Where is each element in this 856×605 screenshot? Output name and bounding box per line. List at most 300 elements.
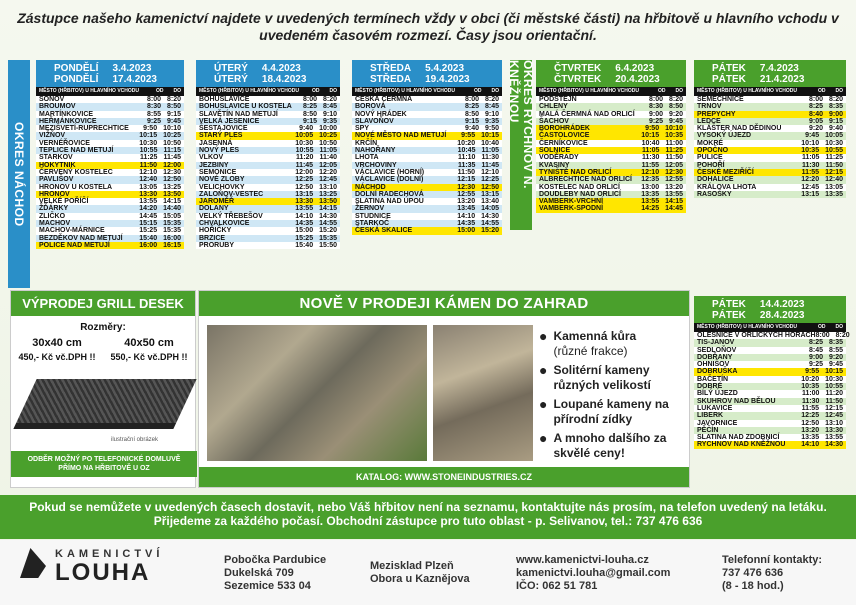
time-to: 9:45 — [668, 117, 683, 125]
time-from: 8:25 — [302, 103, 317, 111]
time-to: 11:05 — [481, 147, 499, 155]
time-from: 11:30 — [801, 397, 820, 405]
tel[interactable]: 737 476 636 — [722, 567, 784, 579]
place-name: BROUMOV — [39, 103, 76, 111]
time-from: 16:00 — [139, 241, 158, 249]
table-row — [694, 162, 846, 169]
time-from: 13:55 — [641, 198, 660, 206]
grill-size-2: 40x50 cm — [124, 337, 174, 349]
time-to: 10:10 — [665, 125, 683, 133]
place-name: STARKOČ — [355, 220, 390, 228]
time-from: 9:25 — [808, 361, 823, 369]
column-headers — [536, 87, 686, 96]
time-from: 8:00 — [808, 96, 823, 103]
time-to: 10:50 — [319, 139, 337, 147]
place-name: DOBŘANY — [697, 353, 733, 361]
place-name: ČESKÁ SKALICE — [355, 227, 413, 235]
grill-price-2: 550,- Kč vč.DPH !! — [110, 352, 188, 362]
time-from: 9:15 — [302, 117, 317, 125]
time-to: 12:10 — [481, 168, 499, 176]
place-name: HRONOV U KOSTELA — [39, 183, 113, 191]
place-name: VERNÉŘOVICE — [39, 139, 90, 147]
region-nachod-label: OKRES NÁCHOD — [8, 60, 30, 288]
place-name: VRCHOVINY — [355, 161, 397, 169]
time-to: 12:30 — [163, 168, 181, 176]
time-from: 12:15 — [457, 176, 476, 184]
time-from: 8:55 — [146, 110, 161, 118]
time-to: 9:35 — [322, 117, 337, 125]
time-from: 8:30 — [146, 103, 161, 111]
time-from: 11:55 — [801, 168, 820, 176]
time-to: 14:15 — [163, 198, 181, 206]
time-from: 13:55 — [139, 198, 158, 206]
time-from: 15:00 — [457, 227, 476, 235]
table-row — [196, 213, 340, 220]
email-link[interactable]: kamenictvi.louha@gmail.com — [516, 567, 671, 579]
time-from: 9:50 — [143, 125, 158, 133]
logo — [20, 548, 46, 578]
time-to: 9:50 — [484, 125, 499, 133]
table-row — [536, 162, 686, 169]
place-name: NOVÝ HRÁDEK — [355, 110, 407, 118]
place-name: POHOŘÍ — [697, 161, 725, 169]
time-from: 9:45 — [805, 132, 820, 140]
place-name: SKUHROV NAD BĚLOU — [697, 397, 776, 405]
place-name: MARTÍNKOVICE — [39, 110, 94, 118]
time-from: 8:25 — [808, 103, 823, 111]
time-from: 8:00 — [464, 96, 479, 103]
time-from: 8:50 — [464, 110, 479, 118]
time-from: 8:00 — [648, 96, 663, 103]
time-to: 12:50 — [163, 176, 181, 184]
time-from: 9:50 — [645, 125, 660, 133]
time-to: 11:50 — [825, 161, 843, 169]
place-name: VLKOV — [199, 154, 224, 162]
col-do: DO — [835, 88, 843, 94]
time-to: 14:30 — [825, 441, 843, 449]
place-name: LHOTA — [355, 154, 379, 162]
time-from: 8:25 — [808, 339, 823, 347]
schedule-table — [196, 60, 340, 249]
place-name: STARKOV — [39, 154, 73, 162]
time-to: 13:40 — [481, 198, 499, 206]
day-date: 14.4.2023 — [759, 299, 805, 310]
place-name: DOHALICE — [697, 176, 734, 184]
place-name: ŽERNOV — [355, 205, 385, 213]
table-row — [536, 103, 686, 110]
brand-top: KAMENICTVÍ — [55, 548, 164, 560]
place-name: SOLNICE — [539, 147, 571, 155]
time-to: 10:30 — [825, 375, 843, 383]
time-from: 12:25 — [801, 412, 820, 420]
time-from: 10:30 — [139, 139, 158, 147]
table-row — [536, 176, 686, 183]
place-name: JAROMĚŘ — [199, 198, 235, 206]
day-name: ÚTERÝ — [214, 63, 248, 74]
table-row — [36, 213, 184, 220]
day-date: 7.4.2023 — [759, 63, 799, 74]
time-from: 13:05 — [139, 183, 158, 191]
table-row — [36, 147, 184, 154]
time-to: 16:15 — [163, 241, 181, 249]
table-row — [694, 184, 846, 191]
time-to: 13:55 — [825, 434, 843, 442]
time-to: 10:35 — [665, 132, 683, 140]
place-name: OHNIŠOV — [697, 361, 730, 369]
time-from: 13:55 — [295, 205, 314, 213]
place-name: PODSTEJN — [539, 96, 577, 103]
place-name: ČESKÁ ČERMNÁ — [355, 96, 413, 103]
schedule-header — [36, 60, 184, 87]
time-to: 10:15 — [825, 368, 843, 376]
table-row — [352, 162, 502, 169]
table-row — [36, 96, 184, 103]
time-to: 10:05 — [825, 132, 843, 140]
time-from: 11:25 — [139, 154, 158, 162]
place-name: JEZBINY — [199, 161, 229, 169]
table-row — [694, 103, 846, 110]
place-name: BOHUSLAVICE U KOSTELA — [199, 103, 292, 111]
place-name: SEDLOŇOV — [697, 346, 737, 354]
stone-image-1 — [207, 325, 427, 461]
table-row — [352, 184, 502, 191]
day-name: ČTVRTEK — [554, 63, 602, 74]
time-from: 14:45 — [139, 212, 158, 220]
place-name: MEZIŠVETÍ-RUPRECHTICE — [39, 125, 129, 133]
table-row — [536, 184, 686, 191]
table-row — [352, 154, 502, 161]
place-name: OPOČNO — [697, 147, 729, 155]
place-name: LEDCE — [697, 117, 721, 125]
place-name: DOLNÍ RADECHOVÁ — [355, 190, 424, 198]
time-from: 10:10 — [801, 139, 820, 147]
place-name: TRNOV — [697, 103, 722, 111]
col-od: OD — [156, 88, 164, 94]
table-row — [694, 398, 846, 405]
branch-line-1: Pobočka Pardubice — [224, 554, 327, 566]
time-from: 12:55 — [457, 190, 476, 198]
time-to: 13:50 — [319, 198, 337, 206]
day-name: PONDĚLÍ — [54, 63, 99, 74]
column-headers — [352, 87, 502, 96]
time-from: 13:30 — [139, 190, 158, 198]
time-to: 13:25 — [163, 183, 181, 191]
place-name: VELICHOVKY — [199, 183, 245, 191]
table-row — [352, 111, 502, 118]
place-name: PAVLIŠOV — [39, 176, 74, 184]
time-to: 12:00 — [163, 161, 181, 169]
time-to: 14:55 — [319, 220, 337, 228]
place-name: KLÁŠTER NAD DĚDINOU — [697, 125, 782, 133]
place-name: MACHOV — [39, 220, 71, 228]
schedule-header — [536, 60, 686, 87]
time-from: 13:35 — [641, 190, 660, 198]
table-row — [196, 132, 340, 139]
day-date: 28.4.2023 — [759, 310, 805, 321]
time-from: 12:45 — [801, 183, 820, 191]
place-name: SLAVOŇOV — [355, 117, 394, 125]
time-from: 13:15 — [801, 190, 820, 198]
hours: (8 - 18 hod.) — [722, 580, 784, 592]
time-to: 12:15 — [825, 404, 843, 412]
time-from: 12:30 — [457, 183, 476, 191]
time-to: 13:05 — [825, 183, 843, 191]
time-from: 15:25 — [295, 234, 314, 242]
time-to: 11:05 — [319, 147, 337, 155]
time-to: 9:15 — [166, 110, 181, 118]
time-from: 9:25 — [146, 117, 161, 125]
column-headers — [36, 87, 184, 96]
place-name: ZLIČKO — [39, 212, 66, 220]
place-name: RASOŠKY — [697, 190, 732, 198]
place-name: VYSOKÝ ÚJEZD — [697, 132, 752, 140]
time-to: 9:00 — [828, 110, 843, 118]
table-row — [694, 347, 846, 354]
time-to: 15:35 — [319, 234, 337, 242]
col-do: DO — [329, 88, 337, 94]
table-row — [36, 103, 184, 110]
place-name: CHLENY — [539, 103, 568, 111]
time-from: 8:40 — [808, 110, 823, 118]
col-od: OD — [818, 324, 826, 330]
column-headers — [196, 87, 340, 96]
time-from: 11:55 — [801, 404, 820, 412]
time-from: 14:25 — [641, 205, 660, 213]
time-from: 8:25 — [464, 103, 479, 111]
time-to: 13:25 — [319, 190, 337, 198]
web-link[interactable]: www.kamenictvi-louha.cz — [516, 554, 649, 566]
time-from: 10:15 — [641, 132, 660, 140]
time-from: 12:25 — [295, 176, 314, 184]
day-name: PÁTEK — [712, 299, 746, 310]
place-name: VAMBERK-SPODNÍ — [539, 205, 604, 213]
col-place: MĚSTO (HŘBITOV) U HLAVNÍHO VCHODU — [539, 88, 640, 94]
time-from: 10:35 — [801, 383, 820, 391]
table-row — [352, 147, 502, 154]
time-to: 8:20 — [322, 96, 337, 103]
table-row — [196, 176, 340, 183]
day-date: 21.4.2023 — [759, 74, 805, 85]
col-od: OD — [474, 88, 482, 94]
table-row — [196, 162, 340, 169]
time-from: 8:45 — [808, 346, 823, 354]
schedule-table — [694, 60, 846, 198]
time-from: 12:50 — [801, 419, 820, 427]
col-place: MĚSTO (HŘBITOV) U HLAVNÍHO VCHODU — [39, 88, 140, 94]
stone-bullet: ● A mnoho dalšího za skvělé ceny! — [539, 430, 667, 460]
place-name: HOŘIČKY — [199, 227, 232, 235]
day-name: PÁTEK — [712, 310, 746, 321]
place-name: VODĚRADY — [539, 154, 579, 162]
table-row — [694, 339, 846, 346]
table-row — [352, 103, 502, 110]
table-row — [196, 140, 340, 147]
time-to: 14:45 — [665, 205, 683, 213]
stock-line-2: Obora u Kaznějova — [370, 573, 470, 585]
place-name: RYCHNOV NAD KNĚŽNOU — [697, 441, 786, 449]
tel-label: Telefonní kontakty: — [722, 554, 823, 566]
time-from: 14:35 — [457, 220, 476, 228]
time-from: 9:05 — [808, 117, 823, 125]
time-to: 13:15 — [481, 190, 499, 198]
grill-size-1: 30x40 cm — [32, 337, 82, 349]
day-date: 19.4.2023 — [425, 74, 470, 85]
place-name: NOVÝ PLES — [199, 147, 240, 155]
time-to: 8:20 — [484, 96, 499, 103]
time-from: 10:20 — [457, 139, 476, 147]
place-name: MALÁ ČERMNÁ NAD ORLICÍ — [539, 110, 635, 118]
place-name: JAVORNICE — [697, 419, 738, 427]
table-row — [36, 111, 184, 118]
region-rychnov-label: OKRES RYCHNOV N. KNĚŽNOU — [510, 60, 532, 230]
table-row — [352, 176, 502, 183]
time-to: 13:20 — [665, 183, 683, 191]
table-row — [36, 132, 184, 139]
day-date: 17.4.2023 — [112, 74, 157, 85]
stone-bullet: ● Kamenná kůra (různé frakce) — [539, 328, 637, 358]
time-to: 10:25 — [163, 132, 181, 140]
time-to: 11:25 — [665, 147, 683, 155]
day-name: PONDĚLÍ — [54, 74, 99, 85]
time-to: 13:35 — [825, 190, 843, 198]
time-from: 11:05 — [641, 147, 660, 155]
time-to: 10:55 — [825, 383, 843, 391]
time-from: 10:05 — [295, 132, 314, 140]
place-name: VÁCLAVICE (HORNÍ) — [355, 168, 425, 176]
time-to: 12:25 — [481, 176, 499, 184]
time-from: 10:35 — [801, 147, 820, 155]
place-name: PREPYCHY — [697, 110, 736, 118]
time-to: 13:50 — [163, 190, 181, 198]
schedule-header — [694, 296, 846, 323]
time-to: 14:55 — [481, 220, 499, 228]
time-from: 11:00 — [801, 390, 820, 398]
place-name: BÍLÝ ÚJEZD — [697, 390, 738, 398]
time-to: 13:30 — [825, 426, 843, 434]
time-to: 12:05 — [665, 161, 683, 169]
table-row — [36, 184, 184, 191]
time-to: 9:40 — [828, 125, 843, 133]
table-row — [536, 205, 686, 212]
place-name: ŽĎÁRKY — [39, 205, 69, 213]
time-to: 9:45 — [828, 361, 843, 369]
time-to: 12:55 — [665, 176, 683, 184]
time-to: 11:00 — [665, 139, 683, 147]
place-name: HOKYTNIK — [39, 161, 76, 169]
place-name: NAHOŘANY — [355, 147, 396, 155]
col-do: DO — [491, 88, 499, 94]
time-to: 13:55 — [665, 190, 683, 198]
table-row — [36, 227, 184, 234]
place-name: ČERNÍKOVICE — [539, 139, 588, 147]
time-to: 13:10 — [825, 419, 843, 427]
place-name: BOROVÁ — [355, 103, 386, 111]
time-from: 14:10 — [801, 441, 820, 449]
place-name: NÁCHOD — [355, 183, 386, 191]
schedule-table — [694, 296, 850, 449]
day-name: STŘEDA — [370, 74, 412, 85]
place-name: SLAVĚTÍN NAD METUJÍ — [199, 110, 278, 118]
time-from: 10:55 — [139, 147, 158, 155]
time-from: 15:00 — [295, 227, 314, 235]
contact-banner: Pokud se nemůžete v uvedených časech dostavit, nebo Váš hřbitov není na seznamu, kontaktujte nás prosím, na telefon uvedený na letáku. Přijedeme za každého počasí. Obchodní zástupce pro tuto oblast - p. Selivanov, tel.: 737 476 636 — [0, 495, 856, 539]
time-from: 11:50 — [457, 168, 476, 176]
place-name: DOUDLEBY NAD ORLICÍ — [539, 190, 621, 198]
table-row — [352, 132, 502, 139]
table-row — [196, 96, 340, 103]
day-name: PÁTEK — [712, 74, 746, 85]
table-row — [196, 227, 340, 234]
place-name: ČERVENÝ KOSTELEC — [39, 168, 113, 176]
place-name: NOVÉ ZLOBY — [199, 176, 245, 184]
table-row — [352, 227, 502, 234]
col-od: OD — [658, 88, 666, 94]
time-to: 8:35 — [828, 103, 843, 111]
time-from: 11:20 — [295, 154, 314, 162]
time-to: 15:35 — [163, 227, 181, 235]
time-from: 9:40 — [464, 125, 479, 133]
table-row — [352, 213, 502, 220]
day-date: 3.4.2023 — [112, 63, 152, 74]
time-to: 10:30 — [825, 139, 843, 147]
time-from: 12:10 — [139, 168, 158, 176]
time-to: 8:45 — [484, 103, 499, 111]
time-from: 12:00 — [295, 168, 314, 176]
time-from: 8:00 — [146, 96, 161, 103]
stone-image-2 — [433, 325, 533, 461]
branch-line-2: Dukelská 709 — [224, 567, 294, 579]
time-to: 11:15 — [163, 147, 181, 155]
time-from: 14:10 — [457, 212, 476, 220]
time-to: 10:10 — [163, 125, 181, 133]
place-name: HRONOV — [39, 190, 70, 198]
place-name: PRORUBY — [199, 241, 235, 249]
place-name: MOKRÉ — [697, 139, 724, 147]
table-row — [196, 205, 340, 212]
time-from: 9:20 — [808, 125, 823, 133]
stone-title: NOVĚ V PRODEJI KÁMEN DO ZAHRAD — [199, 291, 689, 316]
grill-title: VÝPRODEJ GRILL DESEK — [11, 291, 195, 316]
place-name: BOHUSLAVICE — [199, 96, 250, 103]
table-row — [36, 162, 184, 169]
time-to: 11:20 — [825, 390, 843, 398]
time-from: 8:00 — [302, 96, 317, 103]
time-from: 8:00 — [815, 332, 830, 339]
time-from: 14:35 — [295, 220, 314, 228]
place-name: CHVALKOVICE — [199, 220, 250, 228]
time-from: 9:15 — [464, 117, 479, 125]
schedule-header — [196, 60, 340, 87]
table-row — [536, 96, 686, 103]
time-from: 12:10 — [641, 168, 660, 176]
table-row — [196, 103, 340, 110]
stone-catalog-link[interactable]: KATALOG: WWW.STONEINDUSTRIES.CZ — [199, 467, 689, 487]
place-name: TEPLICE NAD METUJÍ — [39, 147, 114, 155]
time-to: 12:50 — [481, 183, 499, 191]
table-row — [694, 368, 846, 375]
time-from: 11:30 — [801, 161, 820, 169]
table-row — [36, 235, 184, 242]
table-row — [694, 111, 846, 118]
time-to: 12:20 — [319, 168, 337, 176]
table-row — [352, 205, 502, 212]
place-name: SPY — [355, 125, 370, 133]
time-from: 11:30 — [641, 154, 660, 162]
table-row — [694, 441, 846, 448]
time-to: 12:45 — [319, 176, 337, 184]
time-from: 10:20 — [801, 375, 820, 383]
day-date: 18.4.2023 — [261, 74, 307, 85]
